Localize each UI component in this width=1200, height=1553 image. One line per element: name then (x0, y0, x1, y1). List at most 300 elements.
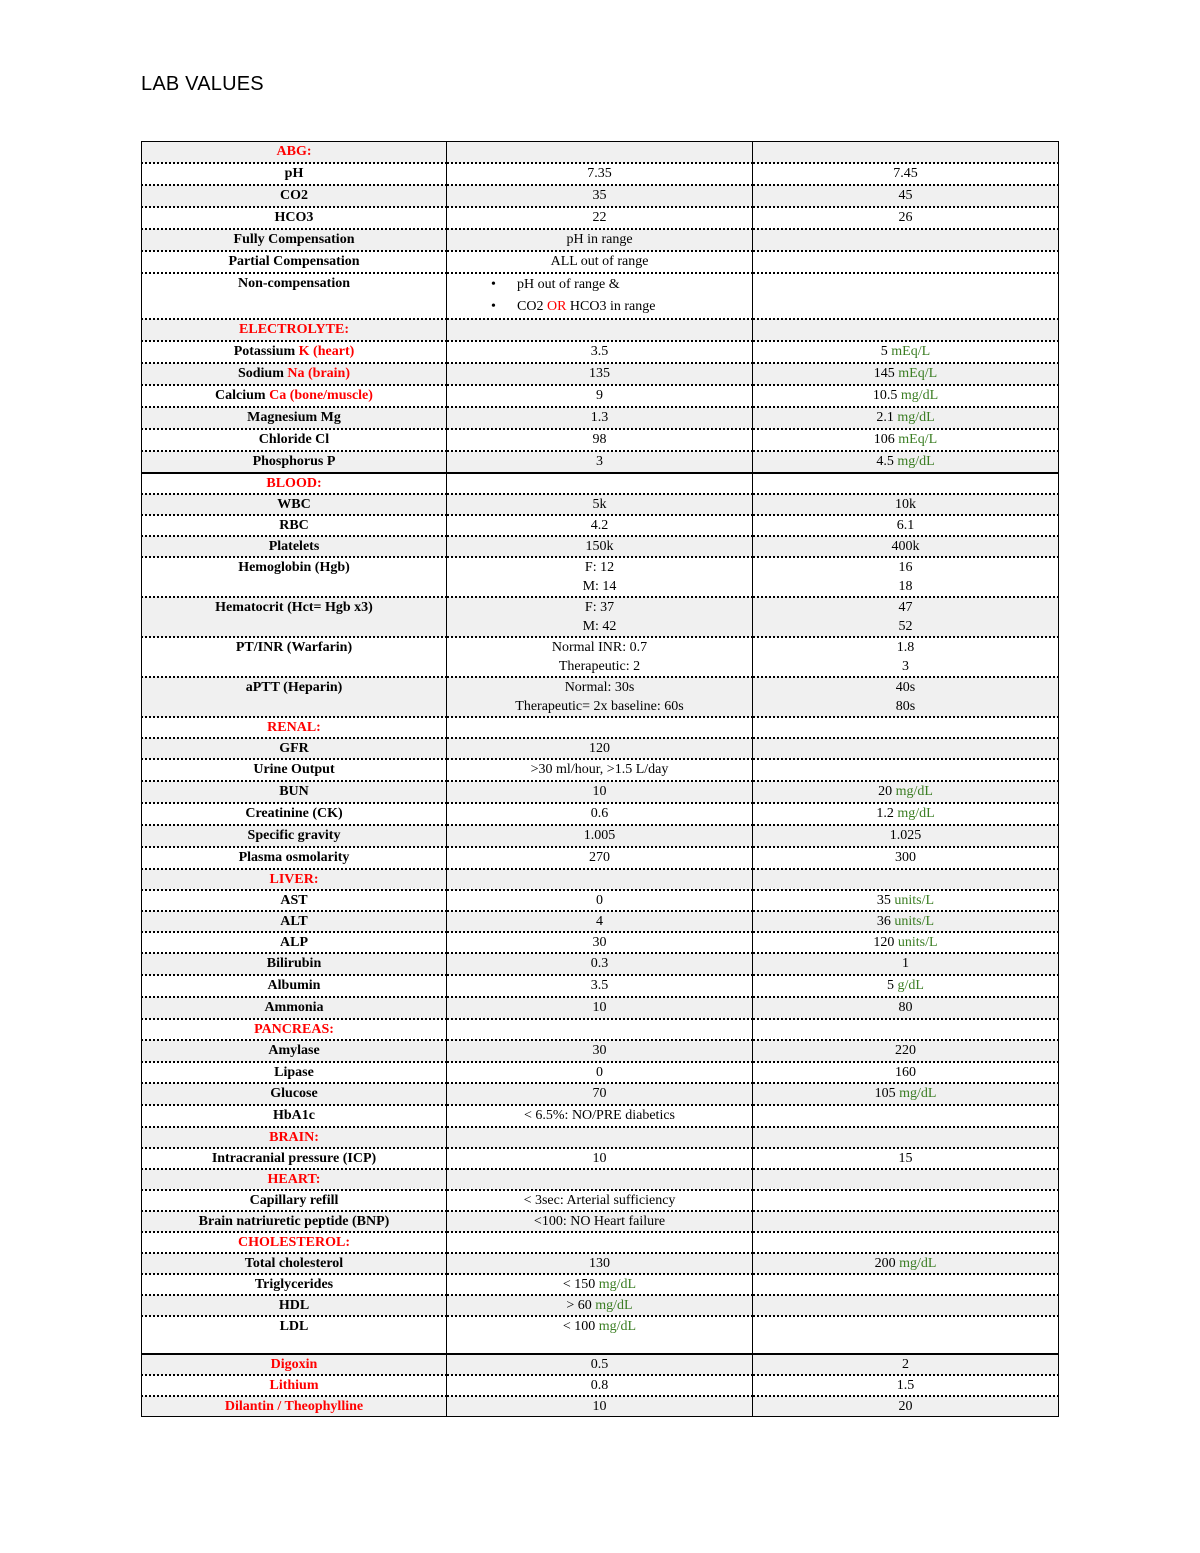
normal-low-cell (447, 781, 753, 803)
high-value: 45 (898, 187, 913, 203)
test-name-cell (142, 515, 447, 536)
normal-high-cell (753, 229, 1059, 251)
normal-low-cell (447, 536, 753, 557)
section-title: ELECTROLYTE: (239, 321, 349, 337)
normal-low-cell (447, 142, 753, 163)
test-name-cell (142, 911, 447, 932)
table-row (142, 803, 1059, 825)
normal-high-cell (753, 536, 1059, 557)
low-value: 70 (592, 1085, 607, 1101)
test-name-cell (142, 473, 447, 494)
normal-low-cell (447, 1232, 753, 1253)
normal-high-cell (753, 1148, 1059, 1169)
normal-low-cell (447, 207, 753, 229)
test-name-cell (142, 185, 447, 207)
table-row (142, 273, 1059, 319)
table-row (142, 1040, 1059, 1062)
normal-high-cell (753, 1375, 1059, 1396)
table-row (142, 759, 1059, 781)
low-value: 7.35 (587, 165, 612, 181)
table-row (142, 1354, 1059, 1375)
high-value: 20 (898, 1398, 913, 1414)
low-value: 0 (596, 892, 603, 908)
normal-high-cell (753, 847, 1059, 869)
test-name-cell (142, 1190, 447, 1211)
normal-low-cell (447, 515, 753, 536)
unit-label: mg/dL (595, 1297, 633, 1313)
low-value: 0.5 (590, 1356, 609, 1372)
low-value: 0.6 (590, 805, 609, 821)
test-name-cell (142, 869, 447, 890)
table-row (142, 932, 1059, 953)
high-value: 200 (874, 1255, 896, 1271)
normal-low-cell (447, 1316, 753, 1354)
low-value: Normal INR: 0.7 (551, 639, 648, 655)
test-name: HDL (278, 1297, 310, 1313)
table-row (142, 429, 1059, 451)
table-row (142, 953, 1059, 975)
low-value-2: M: 42 (582, 618, 617, 634)
section-row (142, 717, 1059, 738)
test-name-highlight: K (heart) (298, 343, 355, 359)
test-name-cell (142, 557, 447, 597)
table-row (142, 363, 1059, 385)
test-name: Specific gravity (247, 827, 341, 843)
normal-high-cell (753, 1019, 1059, 1040)
unit-label: mg/dL (899, 1085, 937, 1101)
test-name-cell (142, 273, 447, 319)
normal-low-cell (447, 717, 753, 738)
table-row (142, 1253, 1059, 1274)
unit-label: mEq/L (898, 431, 938, 447)
table-row (142, 1316, 1059, 1354)
unit-label: mg/dL (895, 783, 933, 799)
test-name: Fully Compensation (233, 231, 355, 247)
section-row (142, 473, 1059, 494)
table-row (142, 185, 1059, 207)
high-value: 2.1 (876, 409, 894, 425)
test-name: Dilantin / Theophylline (224, 1398, 364, 1414)
table-row (142, 451, 1059, 473)
normal-high-cell (753, 1083, 1059, 1105)
normal-high-cell (753, 717, 1059, 738)
table-row (142, 911, 1059, 932)
high-value: 1.5 (896, 1377, 915, 1393)
low-value: 3.5 (590, 343, 609, 359)
normal-high-cell (753, 1040, 1059, 1062)
test-name: ALT (280, 913, 308, 929)
table-row (142, 637, 1059, 677)
test-name-cell (142, 536, 447, 557)
low-value: 98 (592, 431, 607, 447)
test-name-cell (142, 1148, 447, 1169)
section-title: HEART: (267, 1171, 321, 1187)
high-value: 400k (891, 538, 920, 554)
table-row (142, 1274, 1059, 1295)
test-name-cell (142, 781, 447, 803)
normal-low-cell (447, 1062, 753, 1083)
normal-high-cell (753, 1253, 1059, 1274)
normal-low-cell (447, 997, 753, 1019)
test-name-cell (142, 1396, 447, 1417)
normal-high-cell (753, 363, 1059, 385)
normal-high-cell (753, 825, 1059, 847)
normal-low-cell (447, 1148, 753, 1169)
high-value: 105 (874, 1085, 896, 1101)
test-name: Calcium (215, 387, 270, 403)
table-row (142, 1375, 1059, 1396)
test-name: LDL (279, 1318, 309, 1334)
test-name-cell (142, 953, 447, 975)
test-name: BUN (279, 783, 309, 799)
test-name-cell (142, 975, 447, 997)
normal-high-cell (753, 251, 1059, 273)
normal-high-cell (753, 385, 1059, 407)
low-value: 22 (592, 209, 607, 225)
section-row (142, 319, 1059, 341)
table-row (142, 385, 1059, 407)
table-row (142, 738, 1059, 759)
normal-high-cell (753, 1105, 1059, 1127)
normal-low-cell (447, 1375, 753, 1396)
low-value: 9 (596, 387, 603, 403)
normal-low-cell (447, 1105, 753, 1127)
test-name-cell (142, 890, 447, 911)
bullet-item (517, 296, 748, 318)
high-value: 145 (873, 365, 895, 381)
test-name: Partial Compensation (228, 253, 360, 269)
section-row (142, 1232, 1059, 1253)
unit-label: mg/dL (897, 409, 935, 425)
bullet-text: pH out of range & (517, 276, 620, 292)
table-row (142, 997, 1059, 1019)
test-name-cell (142, 1354, 447, 1375)
normal-low-cell (447, 597, 753, 637)
low-value-2: M: 14 (582, 578, 617, 594)
unit-label: mg/dL (598, 1318, 637, 1334)
table-row (142, 677, 1059, 717)
normal-low-cell (447, 341, 753, 363)
low-value: 30 (592, 934, 607, 950)
test-name-cell (142, 1316, 447, 1354)
normal-high-cell (753, 429, 1059, 451)
normal-low-cell (447, 803, 753, 825)
high-value: 5 (880, 343, 888, 359)
test-name-cell (142, 1211, 447, 1232)
normal-low-cell (447, 473, 753, 494)
test-name-cell (142, 1375, 447, 1396)
normal-high-cell (753, 911, 1059, 932)
low-value: 5k (592, 496, 607, 512)
normal-high-cell (753, 1295, 1059, 1316)
test-name: Albumin (267, 977, 321, 993)
low-value: <100: NO Heart failure (533, 1213, 666, 1229)
high-value: 47 (898, 599, 913, 615)
low-value: < 150 (562, 1276, 596, 1292)
low-value: 130 (589, 1255, 610, 1271)
high-value: 1.2 (876, 805, 894, 821)
table-row (142, 1062, 1059, 1083)
high-value: 300 (895, 849, 916, 865)
normal-low-cell (447, 229, 753, 251)
table-row (142, 975, 1059, 997)
normal-high-cell (753, 1316, 1059, 1354)
test-name-cell (142, 494, 447, 515)
test-name-cell (142, 341, 447, 363)
test-name: CO2 (280, 187, 308, 203)
test-name-cell (142, 385, 447, 407)
unit-label: units/L (897, 934, 938, 950)
high-value: 220 (895, 1042, 916, 1058)
table-row (142, 1295, 1059, 1316)
low-value: >30 ml/hour, >1.5 L/day (530, 761, 669, 777)
section-title: BRAIN: (269, 1129, 319, 1145)
high-value: 40s (895, 679, 916, 695)
normal-high-cell (753, 803, 1059, 825)
test-name-cell (142, 1274, 447, 1295)
section-title: LIVER: (269, 871, 319, 887)
test-name-cell (142, 207, 447, 229)
section-title: BLOOD: (266, 475, 322, 491)
test-name-cell (142, 597, 447, 637)
normal-low-cell (447, 185, 753, 207)
low-value: 4 (596, 913, 603, 929)
normal-high-cell (753, 473, 1059, 494)
test-name: GFR (279, 740, 309, 756)
normal-low-cell (447, 890, 753, 911)
high-value: 16 (898, 559, 913, 575)
test-name: Plasma osmolarity (238, 849, 350, 865)
test-name-cell (142, 319, 447, 341)
test-name-cell (142, 229, 447, 251)
low-value: 3.5 (590, 977, 609, 993)
normal-low-cell (447, 363, 753, 385)
test-name-cell (142, 997, 447, 1019)
high-value-2: 52 (898, 618, 913, 634)
high-value-2: 80s (895, 698, 916, 714)
normal-high-cell (753, 997, 1059, 1019)
high-value: 6.1 (896, 517, 915, 533)
table-row (142, 1083, 1059, 1105)
normal-high-cell (753, 890, 1059, 911)
test-name: PT/INR (Warfarin) (235, 639, 353, 655)
test-name: Creatinine (CK) (245, 805, 343, 821)
test-name: Digoxin (270, 1356, 318, 1372)
normal-high-cell (753, 407, 1059, 429)
normal-low-cell (447, 738, 753, 759)
table-row (142, 251, 1059, 273)
test-name: Brain natriuretic peptide (BNP) (198, 1213, 390, 1229)
test-name: Capillary refill (249, 1192, 339, 1208)
table-row (142, 229, 1059, 251)
lab-values-body (142, 142, 1059, 1417)
section-row (142, 1169, 1059, 1190)
test-name-cell (142, 407, 447, 429)
unit-label: mg/dL (897, 453, 935, 469)
section-title: RENAL: (267, 719, 321, 735)
unit-label: g/dL (897, 977, 924, 993)
table-row (142, 341, 1059, 363)
test-name-cell (142, 142, 447, 163)
section-row (142, 869, 1059, 890)
high-value: 7.45 (893, 165, 918, 181)
low-value: pH in range (566, 231, 633, 247)
test-name: Intracranial pressure (ICP) (211, 1150, 377, 1166)
test-name-cell (142, 932, 447, 953)
normal-high-cell (753, 185, 1059, 207)
high-value: 10k (895, 496, 916, 512)
normal-low-cell (447, 1190, 753, 1211)
low-value: < 6.5%: NO/PRE diabetics (524, 1107, 675, 1123)
normal-high-cell (753, 1232, 1059, 1253)
test-name: HCO3 (274, 209, 314, 225)
low-value: 0.3 (590, 955, 609, 971)
table-row (142, 163, 1059, 185)
normal-low-cell (447, 1295, 753, 1316)
high-value: 1.8 (896, 639, 915, 655)
high-value: 20 (878, 783, 893, 799)
normal-low-cell (447, 273, 753, 319)
high-value: 35 (876, 892, 891, 908)
normal-low-cell (447, 1211, 753, 1232)
table-row (142, 207, 1059, 229)
low-value: 10 (592, 999, 607, 1015)
test-name-highlight: Ca (bone/muscle) (269, 387, 373, 403)
test-name: Hematocrit (Hct= Hgb x3) (215, 599, 373, 615)
table-row (142, 494, 1059, 515)
unit-label: mg/dL (598, 1276, 637, 1292)
test-name: Triglycerides (254, 1276, 334, 1292)
low-value: < 3sec: Arterial sufficiency (523, 1192, 676, 1208)
normal-high-cell (753, 1127, 1059, 1148)
low-value: 4.2 (590, 517, 609, 533)
normal-low-cell (447, 494, 753, 515)
normal-low-cell (447, 637, 753, 677)
normal-low-cell (447, 1396, 753, 1417)
normal-high-cell (753, 932, 1059, 953)
table-row (142, 781, 1059, 803)
test-name: Urine Output (253, 761, 335, 777)
normal-high-cell (753, 677, 1059, 717)
test-name-cell (142, 637, 447, 677)
table-row (142, 1148, 1059, 1169)
test-name-cell (142, 1295, 447, 1316)
test-name: Glucose (270, 1085, 318, 1101)
table-row (142, 847, 1059, 869)
table-row (142, 1396, 1059, 1417)
normal-low-cell (447, 1127, 753, 1148)
low-value: > 60 (566, 1297, 592, 1313)
normal-low-cell (447, 1019, 753, 1040)
table-row (142, 1211, 1059, 1232)
low-value: 150k (585, 538, 614, 554)
low-value: < 100 (562, 1318, 596, 1334)
test-name-cell (142, 717, 447, 738)
test-name: Phosphorus P (252, 453, 336, 469)
table-row (142, 515, 1059, 536)
normal-low-cell (447, 1274, 753, 1295)
normal-low-cell (447, 677, 753, 717)
normal-high-cell (753, 975, 1059, 997)
table-row (142, 536, 1059, 557)
test-name: Total cholesterol (244, 1255, 344, 1271)
normal-low-cell (447, 451, 753, 473)
high-value: 26 (898, 209, 913, 225)
normal-high-cell (753, 759, 1059, 781)
normal-low-cell (447, 847, 753, 869)
normal-high-cell (753, 451, 1059, 473)
bullet-item (517, 274, 748, 296)
test-name-cell (142, 251, 447, 273)
normal-low-cell (447, 759, 753, 781)
test-name: aPTT (Heparin) (245, 679, 343, 695)
table-row (142, 1190, 1059, 1211)
low-value: F: 37 (584, 599, 615, 615)
section-row (142, 1127, 1059, 1148)
high-value: 80 (898, 999, 913, 1015)
page-title: LAB VALUES (141, 73, 264, 95)
test-name-highlight: Na (brain) (287, 365, 351, 381)
test-name: WBC (277, 496, 311, 512)
section-title: CHOLESTEROL: (237, 1234, 351, 1250)
normal-low-cell (447, 407, 753, 429)
test-name: Lithium (269, 1377, 319, 1393)
normal-low-cell (447, 869, 753, 890)
unit-label: mEq/L (891, 343, 931, 359)
normal-high-cell (753, 781, 1059, 803)
section-row (142, 142, 1059, 163)
normal-low-cell (447, 975, 753, 997)
test-name-cell (142, 803, 447, 825)
low-value: 35 (592, 187, 607, 203)
test-name-cell (142, 847, 447, 869)
normal-low-cell (447, 557, 753, 597)
normal-high-cell (753, 1211, 1059, 1232)
normal-high-cell (753, 273, 1059, 319)
test-name-cell (142, 1169, 447, 1190)
low-value: 1.3 (590, 409, 609, 425)
low-value: 135 (589, 365, 610, 381)
low-value: 270 (589, 849, 610, 865)
normal-low-cell (447, 953, 753, 975)
table-row (142, 407, 1059, 429)
normal-high-cell (753, 163, 1059, 185)
test-name: Non-compensation (237, 275, 350, 291)
bullet-list (451, 274, 748, 318)
normal-low-cell (447, 1354, 753, 1375)
high-value: 160 (895, 1064, 916, 1080)
test-name: Hemoglobin (Hgb) (238, 559, 350, 575)
normal-high-cell (753, 637, 1059, 677)
test-name: AST (280, 892, 308, 908)
low-value: F: 12 (584, 559, 615, 575)
high-value: 5 (887, 977, 895, 993)
low-value: 10 (592, 1398, 607, 1414)
normal-high-cell (753, 341, 1059, 363)
test-name-cell (142, 363, 447, 385)
table-row (142, 597, 1059, 637)
bullet-highlight: OR (546, 298, 567, 314)
normal-high-cell (753, 142, 1059, 163)
unit-label: units/L (894, 913, 935, 929)
test-name: Ammonia (264, 999, 324, 1015)
normal-low-cell (447, 1169, 753, 1190)
test-name-cell (142, 1105, 447, 1127)
high-value: 1 (902, 955, 909, 971)
low-value-2: Therapeutic= 2x baseline: 60s (515, 698, 684, 714)
table-row (142, 1105, 1059, 1127)
test-name-cell (142, 738, 447, 759)
